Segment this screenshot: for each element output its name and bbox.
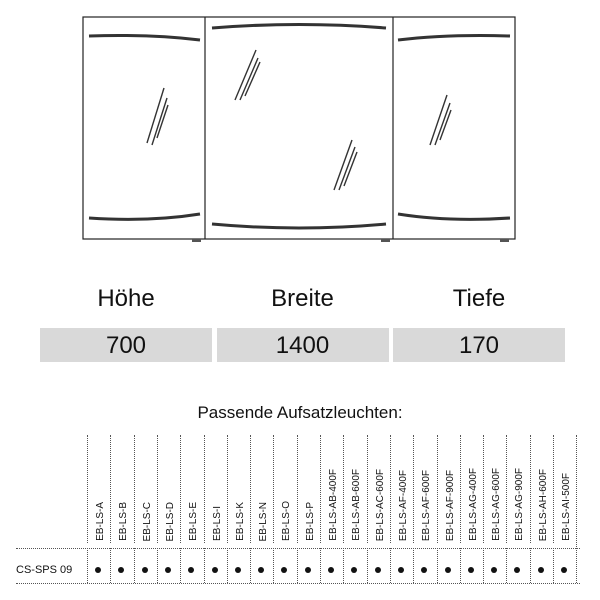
- matrix-column-label: EB-LS-B: [118, 502, 130, 541]
- matrix-row-line: [16, 548, 580, 549]
- matrix-column-divider: [273, 548, 274, 583]
- dimension-tiefe: [393, 280, 565, 362]
- matrix-column-label: EB-LS-AI-500F: [561, 473, 572, 541]
- matrix-column-header: [506, 435, 529, 543]
- matrix-column-header: [530, 435, 553, 543]
- matrix-column-header: [413, 435, 436, 543]
- compatibility-dot-icon: [212, 567, 218, 573]
- dimension-label-breite: Breite: [271, 285, 334, 312]
- matrix-column-divider: [390, 548, 391, 583]
- matrix-column-divider: [367, 548, 368, 583]
- compatibility-dot-icon: [375, 567, 381, 573]
- dimension-value-breite: 1400: [217, 328, 389, 362]
- compatibility-dot-icon: [468, 567, 474, 573]
- matrix-column-label: EB-LS-C: [141, 501, 153, 541]
- matrix-column-divider: [157, 548, 158, 583]
- compatibility-dot-icon: [235, 567, 241, 573]
- matrix-column-label: EB-LS-E: [188, 502, 200, 541]
- matrix-column-divider: [110, 548, 111, 583]
- compatibility-dot-icon: [142, 567, 148, 573]
- compatibility-dot-icon: [188, 567, 194, 573]
- compatibility-dot-icon: [258, 567, 264, 573]
- matrix-column-divider: [320, 548, 321, 583]
- matrix-column-divider: [413, 548, 414, 583]
- matrix-column-header: [227, 435, 250, 543]
- matrix-row-label: CS-SPS 09: [16, 564, 73, 576]
- matrix-column-divider: [483, 548, 484, 583]
- compatibility-dot-icon: [398, 567, 404, 573]
- matrix-column-divider: [343, 548, 344, 583]
- dimension-label-hoehe: Höhe: [97, 285, 155, 312]
- matrix-column-label: EB-LS-AF-400F: [397, 469, 409, 541]
- compatibility-dot-icon: [351, 567, 357, 573]
- matrix-column-label: EB-LS-AG-400F: [467, 468, 479, 541]
- matrix-column-label: EB-LS-AB-400F: [328, 469, 339, 541]
- mirror-cabinet-drawing: [0, 0, 600, 260]
- matrix-column-header: [343, 435, 366, 543]
- matrix-column-divider: [204, 548, 205, 583]
- matrix-column-header: [134, 435, 157, 543]
- dimension-value-hoehe: 700: [40, 328, 212, 362]
- matrix-column-header: [460, 435, 483, 543]
- matrix-column-header: [437, 435, 460, 543]
- compatibility-dot-icon: [445, 567, 451, 573]
- compatibility-dot-icon: [491, 567, 497, 573]
- matrix-column-label: EB-LS-O: [281, 500, 293, 541]
- matrix-column-header: [367, 435, 390, 543]
- matrix-column-label: EB-LS-I: [211, 505, 223, 541]
- compatibility-dot-icon: [514, 567, 520, 573]
- matrix-column-label: EB-LS-K: [234, 502, 246, 541]
- compatibility-dot-icon: [421, 567, 427, 573]
- matrix-right-border: [576, 435, 577, 583]
- matrix-column-label: EB-LS-AC-600F: [374, 468, 386, 541]
- matrix-column-divider: [506, 548, 507, 583]
- matrix-column-label: EB-LS-AF-600F: [421, 469, 433, 541]
- matrix-column-divider: [553, 548, 554, 583]
- matrix-column-label: EB-LS-A: [95, 502, 106, 541]
- dimension-label-tiefe: Tiefe: [452, 285, 506, 312]
- matrix-column-header: [483, 435, 506, 543]
- matrix-column-header: [87, 435, 110, 543]
- matrix-column-header: [320, 435, 343, 543]
- compatibility-dot-icon: [561, 567, 567, 573]
- matrix-column-label: EB-LS-N: [258, 501, 270, 541]
- compatibility-dot-icon: [95, 567, 101, 573]
- matrix-column-divider: [250, 548, 251, 583]
- matrix-column-divider: [460, 548, 461, 583]
- compatibility-dot-icon: [118, 567, 124, 573]
- matrix-column-label: EB-LS-AF-900F: [444, 469, 456, 541]
- matrix-column-header: [297, 435, 320, 543]
- compatibility-dot-icon: [305, 567, 311, 573]
- matrix-title: Passende Aufsatzleuchten:: [197, 403, 403, 422]
- matrix-column-label: EB-LS-P: [304, 502, 316, 541]
- matrix-column-header: [204, 435, 227, 543]
- matrix-column-label: EB-LS-AG-900F: [514, 468, 526, 541]
- matrix-column-header: [110, 435, 133, 543]
- matrix-column-divider: [297, 548, 298, 583]
- compatibility-dot-icon: [281, 567, 287, 573]
- matrix-column-header: [390, 435, 413, 543]
- matrix-column-label: EB-LS-AG-600F: [491, 468, 503, 541]
- matrix-column-divider: [87, 548, 88, 583]
- matrix-column-divider: [227, 548, 228, 583]
- matrix-column-header: [157, 435, 180, 543]
- dimension-breite: [217, 280, 389, 362]
- dimension-value-tiefe: 170: [393, 328, 565, 362]
- matrix-column-divider: [134, 548, 135, 583]
- matrix-row-line: [16, 583, 580, 584]
- matrix-column-header: [180, 435, 203, 543]
- compatibility-dot-icon: [328, 567, 334, 573]
- matrix-column-header: [250, 435, 273, 543]
- matrix-column-header: [553, 435, 576, 543]
- matrix-column-divider: [180, 548, 181, 583]
- matrix-column-header: [273, 435, 296, 543]
- matrix-column-label: EB-LS-D: [164, 501, 176, 541]
- matrix-column-divider: [530, 548, 531, 583]
- compatibility-dot-icon: [165, 567, 171, 573]
- compatibility-dot-icon: [538, 567, 544, 573]
- matrix-column-label: EB-LS-AH-600F: [537, 468, 549, 541]
- dimension-hoehe: [40, 280, 212, 362]
- matrix-column-label: EB-LS-AB-600F: [351, 469, 363, 541]
- dimensions-table: [40, 280, 565, 362]
- matrix-column-divider: [437, 548, 438, 583]
